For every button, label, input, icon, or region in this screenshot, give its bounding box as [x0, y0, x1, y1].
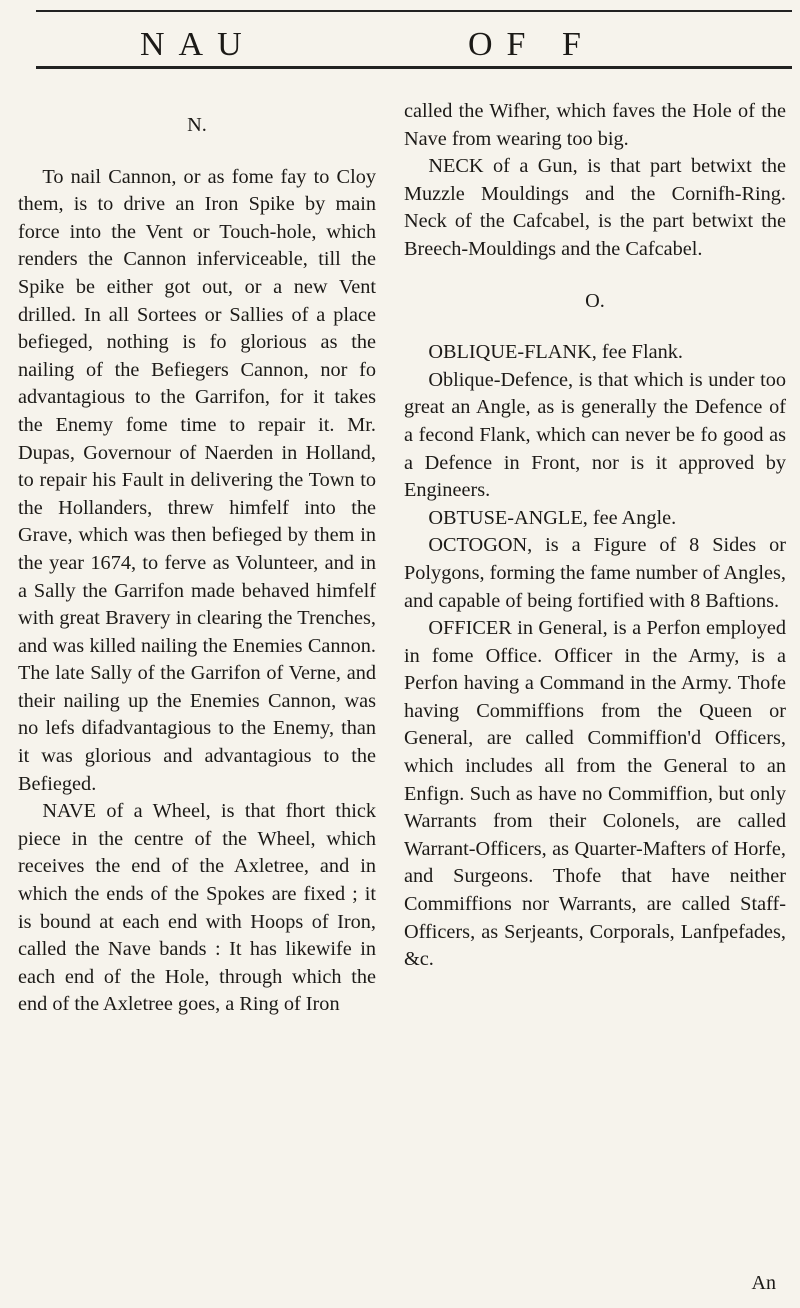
entry-neck: NECK of a Gun, is that part betwixt the Muzzle Mouldings and the Cornifh-Ring. Neck of the Cafcabel, is the part betwixt the Breech-Mouldings and the Cafcabel.	[404, 155, 786, 260]
entry-nail-cannon: To nail Cannon, or as fome fay to Cloy them, is to drive an Iron Spike by main force into the Vent or Touch-hole, which renders the Cannon inferviceable, till the Spike be either got out, or a new Vent drilled. In all Sortees or Sallies of a place befieged, nothing is fo glorious as the nailing of the Befiegers Cannon, nor fo advantagious to the Garrifon, for it takes the Enemy fome time to repair it. Mr. Dupas, Governour of Naerden in Holland, to repair his Fault in delivering the Town to the Hollanders, threw himfelf into the Grave, which was then befieged by them in the year 1674, to ferve as Volunteer, and in a Sally the Garrifon made behaved himfelf with great Bravery in clearing the Trenches, and was killed nailing the Enemies Cannon. The late Sally of the Garrifon of Verne, and their nailing up the Enemies Cannon, was no lefs difadvantagious to the Enemy, than it was glorious and advantagious to the Befieged.	[18, 165, 376, 795]
running-header	[0, 6, 800, 63]
entry-officer: OFFICER in General, is a Perfon employed in fome Office. Officer in the Army, is a Perfon having a Command in the Army. Thofe having Commiffions from the Queen or General, are called Commiffion'd Officers, which includes all from the General to an Enfign. Such as have no Commiffion, but only Warrants from their Colonels, are called Warrant-Officers, as Quarter-Mafters of Horfe, and Surgeons. Thofe that have neither Commiffions nor Warrants, are called Staff-Officers, as Serjeants, Corporals, Lanfpefades, &c.	[404, 617, 786, 971]
right-column	[404, 98, 786, 974]
section-letter-o: O.	[585, 289, 605, 312]
header-right: OF F	[468, 26, 595, 63]
entry-nave: NAVE of a Wheel, is that fhort thick piece in the centre of the Wheel, which receives the end of the Axletree, and in which the ends of the Spokes are fixed ; it is bound at each end with Hoops of Iron, called the Nave bands : It has likewife in each end of the Hole, through which the end of the Axletree goes, a Ring of Iron	[18, 800, 376, 1016]
entry-oblique-flank: OBLIQUE-FLANK, fee Flank.	[428, 341, 683, 364]
header-rule-bottom	[36, 66, 792, 69]
entry-octogon: OCTOGON, is a Figure of 8 Sides or Polygons, forming the fame number of Angles, and capable of being fortified with 8 Baftions.	[404, 534, 786, 612]
header-rule-top	[36, 10, 792, 12]
entry-nave-continued: called the Wifher, which faves the Hole of the Nave from wearing too big.	[404, 100, 786, 150]
header-left: NAU	[140, 26, 256, 63]
section-letter-n: N.	[187, 114, 207, 136]
entry-oblique-defence: Oblique-Defence, is that which is under too great an Angle, as is generally the Defence of a fecond Flank, which can never be fo good as a Defence in Front, nor is it approved by Engineers.	[404, 368, 786, 502]
entry-obtuse-angle: OBTUSE-ANGLE, fee Angle.	[428, 506, 677, 529]
left-column	[18, 98, 376, 1019]
catchword: An	[751, 1272, 776, 1294]
